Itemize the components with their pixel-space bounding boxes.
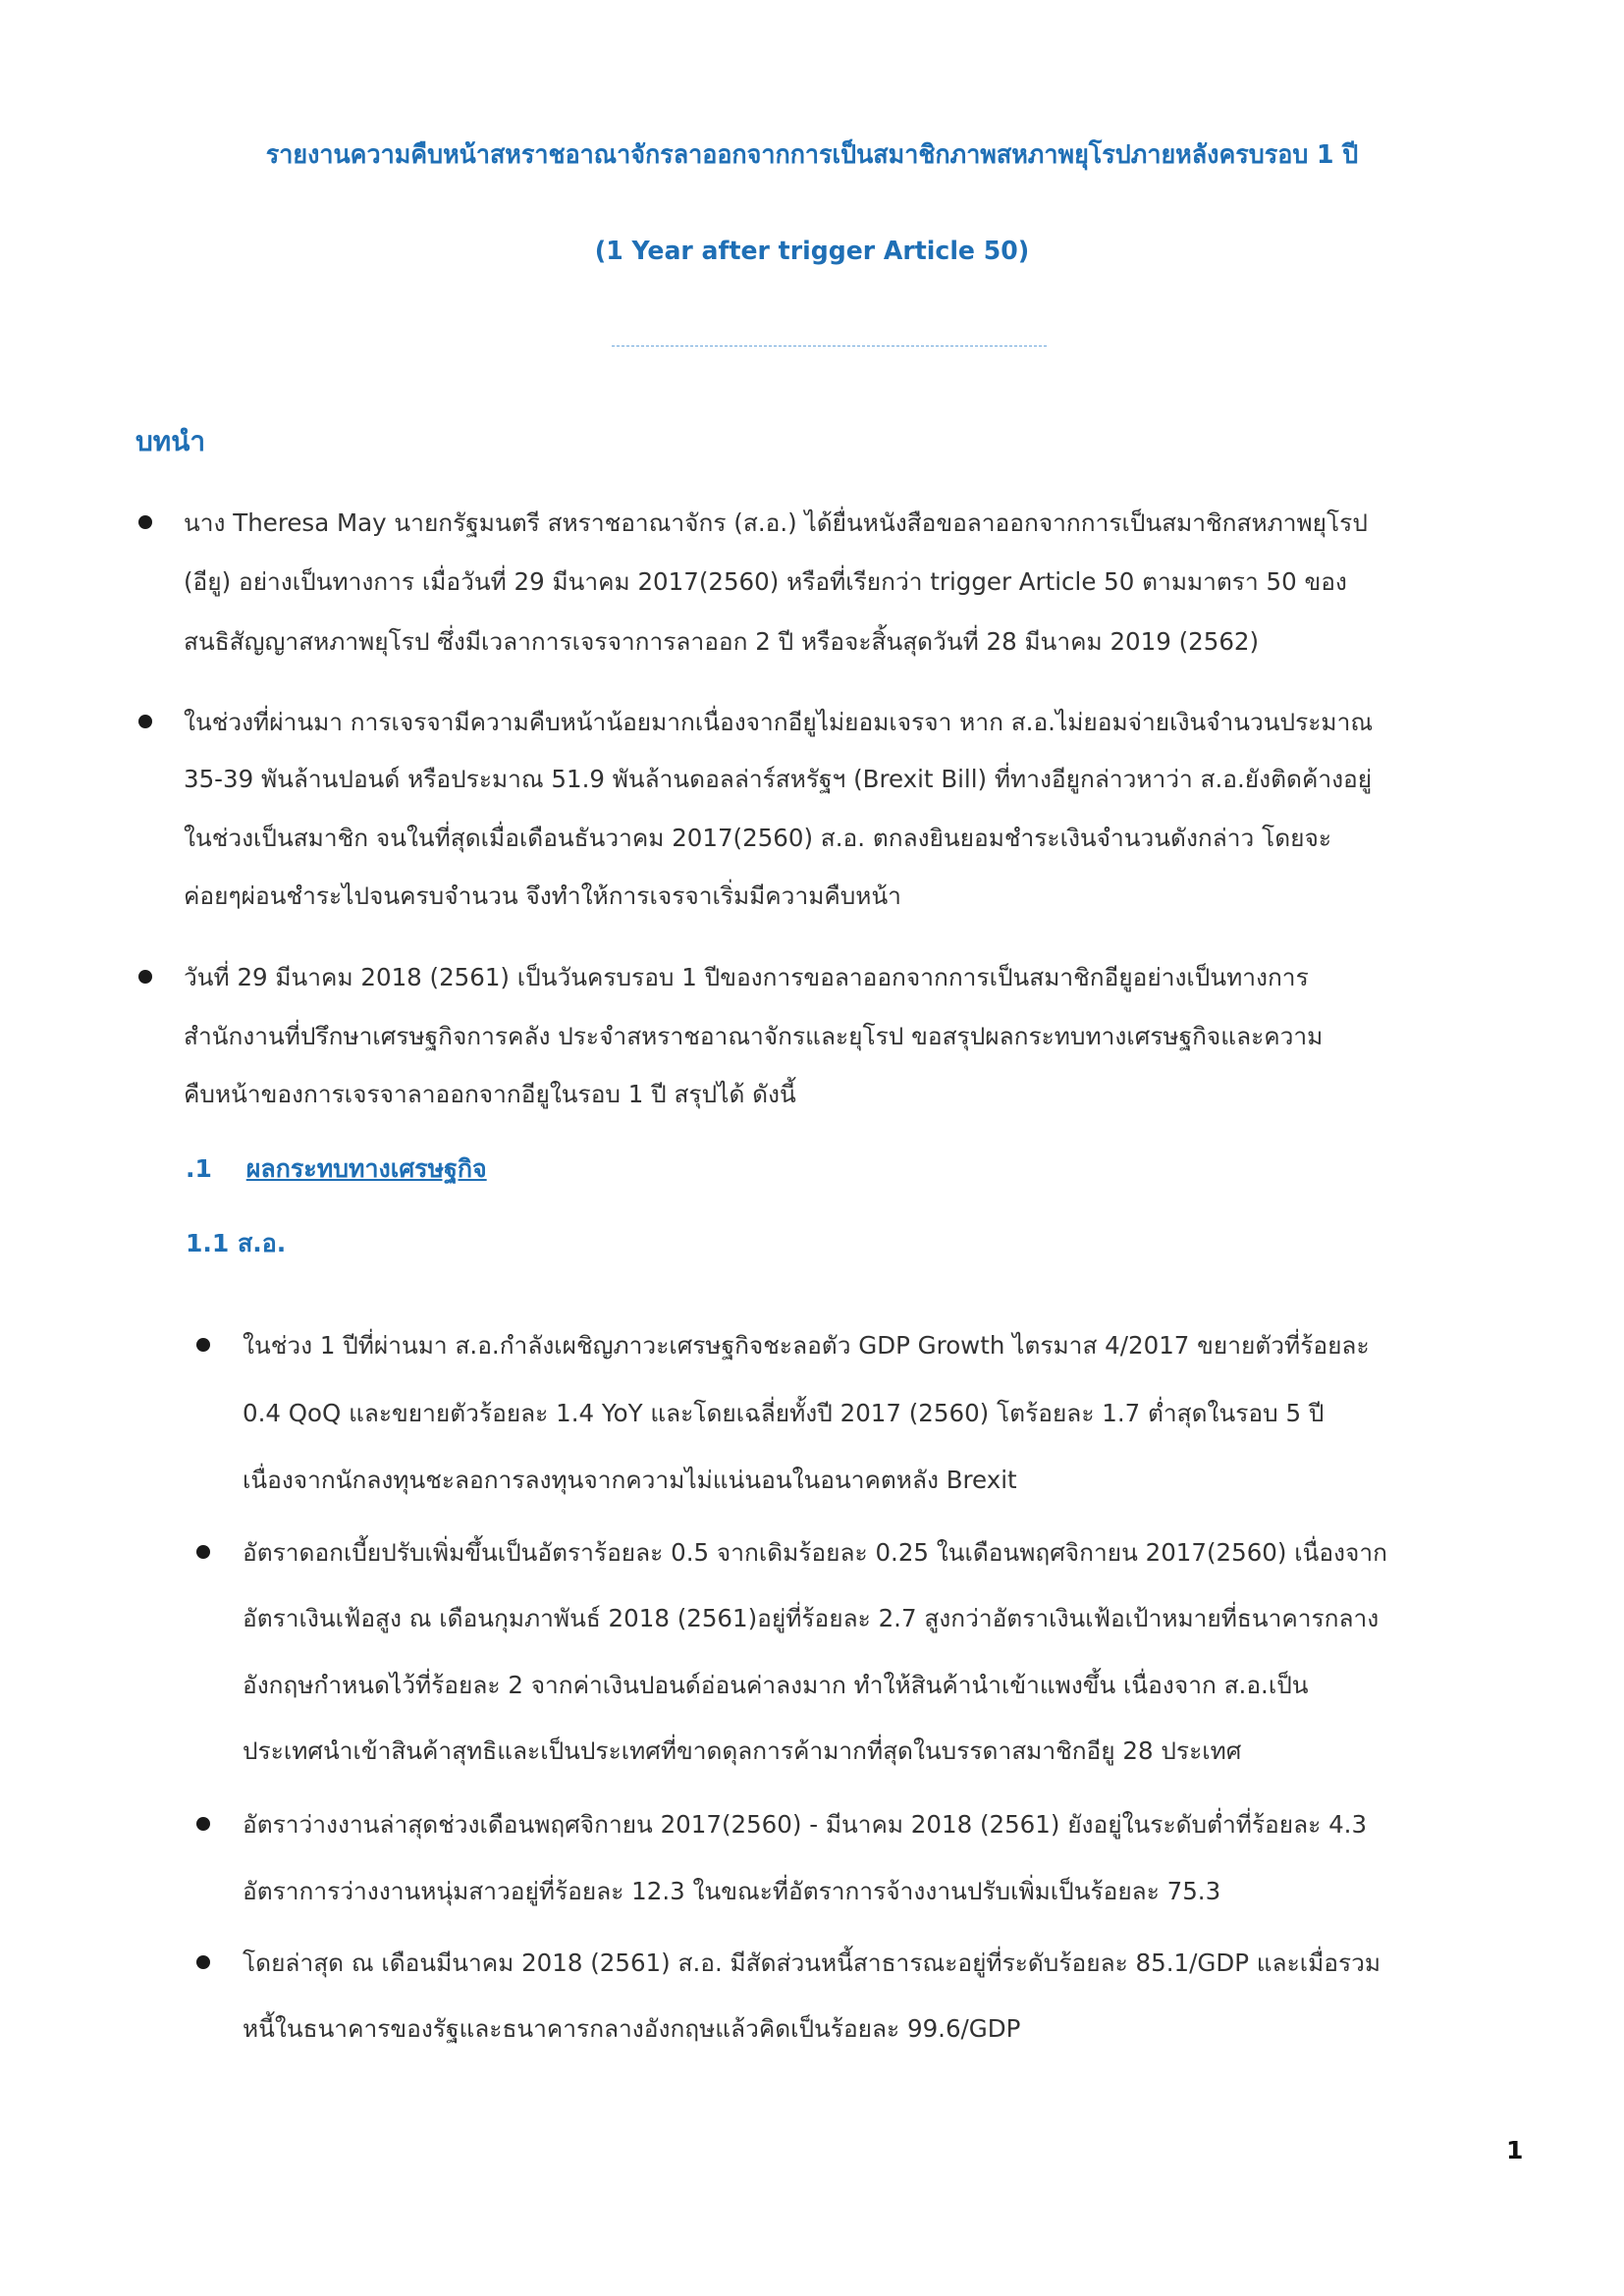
paragraph-line: คืบหน้าของการเจรจาลาออกจากอียูในรอบ 1 ปี สรุปได้ ดังนี้ [184, 1080, 796, 1108]
paragraph-line: ในช่วง 1 ปีที่ผ่านมา ส.อ.กำลังเผชิญภาวะเศรษฐกิจชะลอตัว GDP Growth ไตรมาส 4/2017 ขยายตัวที่ร้อยละ [243, 1331, 1370, 1360]
paragraph-line: สำนักงานที่ปรึกษาเศรษฐกิจการคลัง ประจำสหราชอาณาจักรและยุโรป ขอสรุปผลกระทบทางเศรษฐกิจและความ [184, 1022, 1324, 1050]
paragraph-line: หนี้ในธนาคารของรัฐและธนาคารกลางอังกฤษแล้วคิดเป็นร้อยละ 99.6/GDP [243, 2014, 1021, 2043]
paragraph-line: 0.4 QoQ และขยายตัวร้อยละ 1.4 YoY และโดยเฉลี่ยทั้งปี 2017 (2560) โตร้อยละ 1.7 ต่ำสุดในรอบ 5 ปี [243, 1399, 1325, 1427]
document-subtitle: (1 Year after trigger Article 50) [594, 237, 1030, 266]
title-separator [612, 346, 1047, 347]
paragraph-line: อัตราการว่างงานหนุ่มสาวอยู่ที่ร้อยละ 12.3 ในขณะที่อัตราการจ้างงานปรับเพิ่มเป็นร้อยละ 75.3 [243, 1877, 1221, 1905]
paragraph-line: อัตราเงินเฟ้อสูง ณ เดือนกุมภาพันธ์ 2018 (2561)อยู่ที่ร้อยละ 2.7 สูงกว่าอัตราเงินเฟ้อเป้าหมายที่ธนาคารกลาง [243, 1604, 1380, 1632]
intro-heading: บทนำ [135, 425, 206, 457]
bullet-dot-icon [196, 1955, 210, 1969]
section-title: ผลกระทบทางเศรษฐกิจ [245, 1154, 487, 1183]
paragraph-line: สนธิสัญญาสหภาพยุโรป ซึ่งมีเวลาการเจรจาการลาออก 2 ปี หรือจะสิ้นสุดวันที่ 28 มีนาคม 2019 (2562) [184, 627, 1260, 656]
document-title: รายงานความคืบหน้าสหราชอาณาจักรลาออกจากการเป็นสมาชิกภาพสหภาพยุโรปภายหลังครบรอบ 1 ปี [265, 140, 1359, 170]
paragraph-line: อังกฤษกำหนดไว้ที่ร้อยละ 2 จากค่าเงินปอนด์อ่อนค่าลงมาก ทำให้สินค้านำเข้าแพงขึ้น เนื่องจาก ส.อ.เป็น [243, 1671, 1309, 1699]
paragraph-line: โดยล่าสุด ณ เดือนมีนาคม 2018 (2561) ส.อ. มีสัดส่วนหนี้สาธารณะอยู่ที่ระดับร้อยละ 85.1/GDP และเมื่อรวม [243, 1949, 1381, 1977]
section-number: .1 [186, 1154, 212, 1183]
bullet-dot-icon [138, 970, 152, 984]
bullet-dot-icon [138, 515, 152, 529]
subsection-heading: 1.1 ส.อ. [186, 1229, 287, 1257]
bullet-dot-icon [138, 715, 152, 728]
bullet-dot-icon [196, 1817, 210, 1831]
bullet-dot-icon [196, 1338, 210, 1352]
paragraph-line: อัตราว่างงานล่าสุดช่วงเดือนพฤศจิกายน 2017(2560) - มีนาคม 2018 (2561) ยังอยู่ในระดับต่ำที่ร้อยละ 4.3 [243, 1810, 1368, 1839]
paragraph-line: 35-39 พันล้านปอนด์ หรือประมาณ 51.9 พันล้านดอลล่าร์สหรัฐฯ (Brexit Bill) ที่ทางอียูกล่าวหาว่า ส.อ.ยังติดค้างอยู่ [184, 765, 1373, 793]
paragraph-line: (อียู) อย่างเป็นทางการ เมื่อวันที่ 29 มีนาคม 2017(2560) หรือที่เรียกว่า trigger Article 50 ตามมาตรา 50 ของ [184, 567, 1347, 596]
paragraph-line: อัตราดอกเบี้ยปรับเพิ่มขึ้นเป็นอัตราร้อยละ 0.5 จากเดิมร้อยละ 0.25 ในเดือนพฤศจิกายน 2017(2560) เนื่องจาก [243, 1538, 1387, 1567]
paragraph-line: ประเทศนำเข้าสินค้าสุทธิและเป็นประเทศที่ขาดดุลการค้ามากที่สุดในบรรดาสมาชิกอียู 28 ประเทศ [243, 1736, 1242, 1765]
paragraph-line: วันที่ 29 มีนาคม 2018 (2561) เป็นวันครบรอบ 1 ปีของการขอลาออกจากการเป็นสมาชิกอียูอย่างเป็นทางการ [184, 963, 1309, 991]
paragraph-line: ในช่วงเป็นสมาชิก จนในที่สุดเมื่อเดือนธันวาคม 2017(2560) ส.อ. ตกลงยินยอมชำระเงินจำนวนดังกล่าว โดยจะ [184, 824, 1332, 852]
paragraph-line: ค่อยๆผ่อนชำระไปจนครบจำนวน จึงทำให้การเจรจาเริ่มมีความคืบหน้า [184, 881, 901, 910]
paragraph-line: นาง Theresa May นายกรัฐมนตรี สหราชอาณาจักร (ส.อ.) ได้ยื่นหนังสือขอลาออกจากการเป็นสมาชิกสหภาพยุโรป [184, 508, 1368, 537]
page-number: 1 [1506, 2136, 1524, 2164]
paragraph-line: ในช่วงที่ผ่านมา การเจรจามีความคืบหน้าน้อยมากเนื่องจากอียูไม่ยอมเจรจา หาก ส.อ.ไม่ยอมจ่ายเงินจำนวนประมาณ [184, 708, 1374, 736]
section-heading [186, 1151, 487, 1187]
bullet-dot-icon [196, 1545, 210, 1559]
paragraph-line: เนื่องจากนักลงทุนชะลอการลงทุนจากความไม่แน่นอนในอนาคตหลัง Brexit [243, 1466, 1017, 1494]
